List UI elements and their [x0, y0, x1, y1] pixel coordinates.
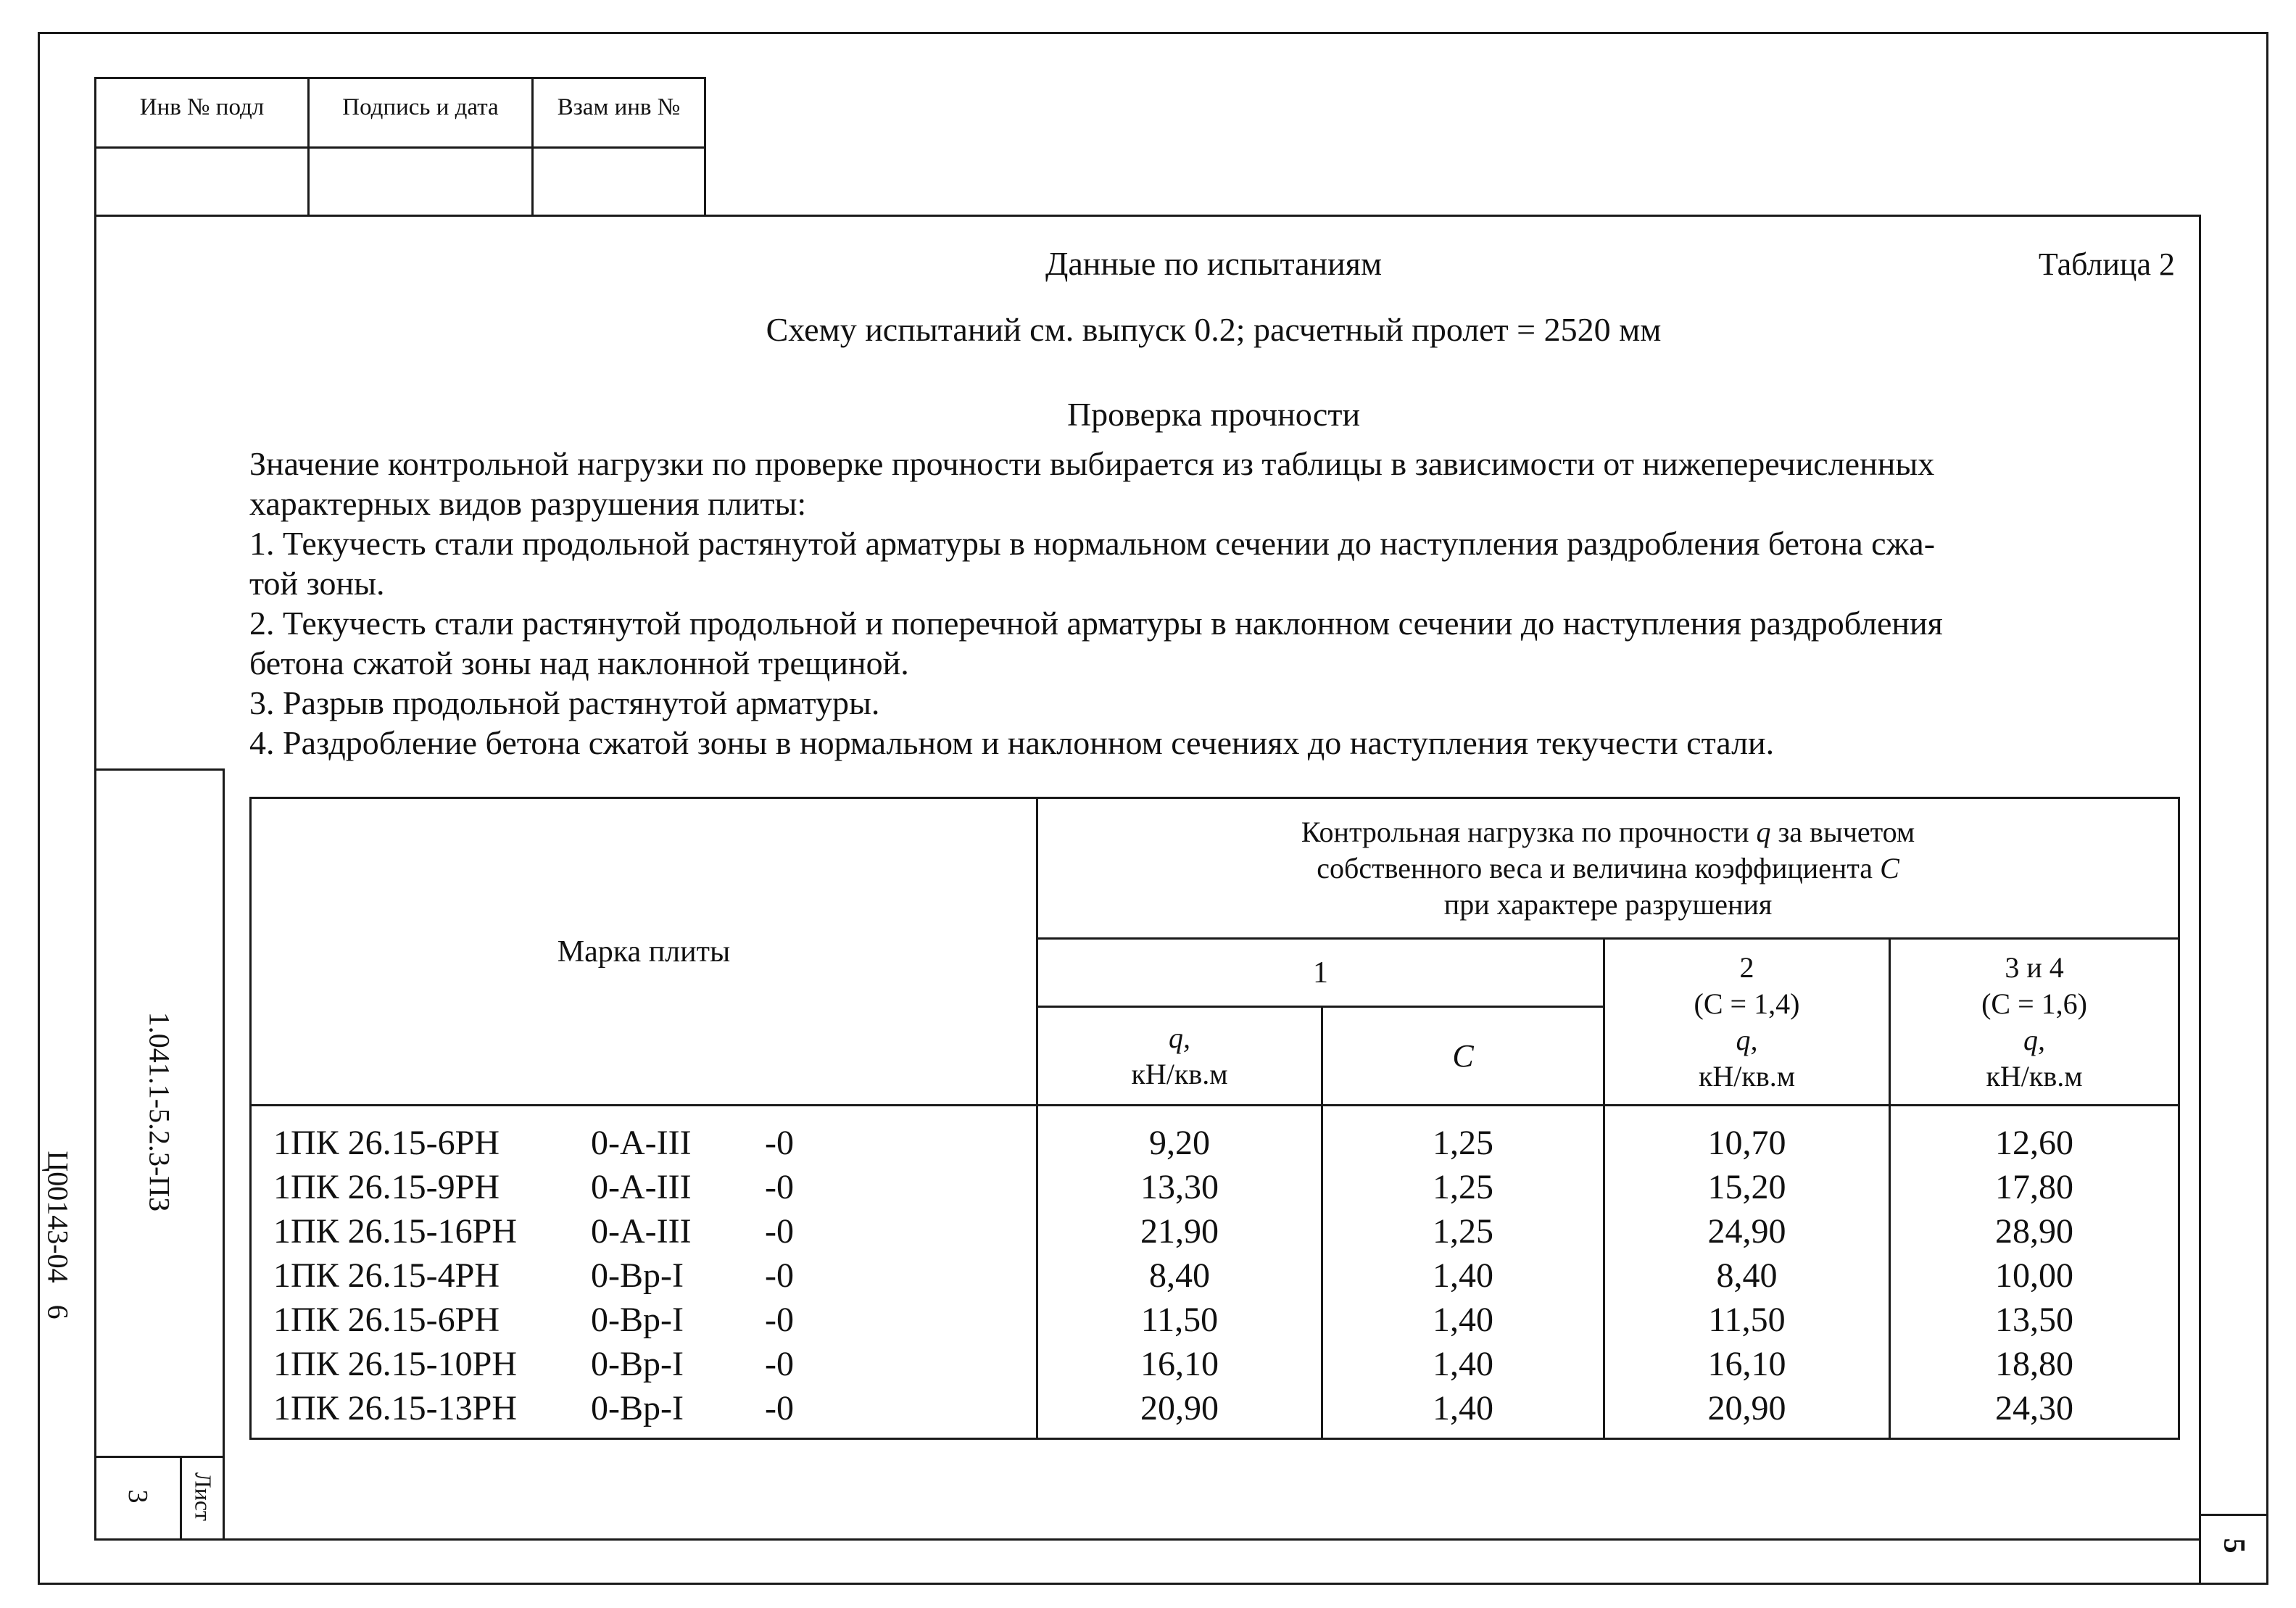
stamp-inv-podl: Инв № подл [139, 94, 265, 120]
inner-frame-bottom [94, 1538, 2201, 1541]
outer-frame-left [38, 32, 40, 1585]
item-3: 3. Разрыв продольной растянутой арматуры. [249, 684, 880, 721]
side-strip-right [223, 768, 225, 1541]
item-4: 4. Раздробление бетона сжатой зоны в нормальном и наклонном сечениях до наступления текучести стали. [249, 724, 1775, 761]
table-cell-c1: 1,25 [1433, 1212, 1493, 1251]
side-strip-list-sep [180, 1456, 182, 1540]
table-label: Таблица 2 [2038, 246, 2175, 282]
table-cell-q1: 8,40 [1149, 1256, 1210, 1295]
item-1-line-b: той зоны. [249, 565, 385, 602]
table-cell-c1: 1,40 [1433, 1301, 1493, 1339]
col-marks [251, 1106, 1037, 1439]
doc-code-vertical: 1.041.1-5.2.3-ПЗ [143, 1011, 176, 1212]
table-cell-q2: 8,40 [1716, 1256, 1778, 1295]
archive-code-vertical [41, 1098, 75, 1373]
table-row-mark: 1ПК 26.15-16РН 0-А-III -0 [273, 1212, 794, 1251]
header-group-2: 2 (С = 1,4) q, кН/кв.м [1604, 939, 1890, 1106]
table-cell-q2: 24,90 [1707, 1212, 1786, 1251]
table-cell-c1: 1,25 [1433, 1168, 1493, 1206]
header-q-symbol: q [1756, 815, 1771, 848]
table-cell-q2: 10,70 [1707, 1124, 1786, 1162]
table-cell-q2: 15,20 [1707, 1168, 1786, 1206]
header-load-line2: собственного веса и величина коэффициента C [1317, 851, 1899, 884]
document-title: Данные по испытаниям [1045, 245, 1383, 282]
table-cell-q34: 17,80 [1995, 1168, 2074, 1206]
outer-frame-bottom [38, 1583, 2268, 1585]
table-cell-q2: 16,10 [1707, 1345, 1786, 1383]
stamp-podpis-data: Подпись и дата [342, 94, 499, 120]
header-load [1037, 798, 2179, 939]
table-cell-q1: 21,90 [1140, 1212, 1219, 1251]
strength-table [249, 797, 2180, 1440]
table-cell-q1: 20,90 [1140, 1389, 1219, 1427]
inner-frame-right [2199, 215, 2201, 1585]
table-cell-q1: 11,50 [1140, 1301, 1219, 1339]
item-2-line-a: 2. Текучесть стали растянутой продольной и поперечной арматуры в наклонном сечении до наступления раздробления [249, 605, 1943, 642]
col-q2 [1604, 1106, 1890, 1439]
table-cell-q2: 20,90 [1707, 1389, 1786, 1427]
archive-num: 6 [41, 1304, 75, 1319]
table-cell-c1: 1,40 [1433, 1345, 1493, 1383]
table-row-mark: 1ПК 26.15-9РН 0-А-III -0 [273, 1168, 794, 1206]
table-row-mark: 1ПК 26.15-10РН 0-Вр-I -0 [273, 1345, 794, 1383]
table-cell-q34: 10,00 [1995, 1256, 2074, 1295]
table-cell-q34: 28,90 [1995, 1212, 2074, 1251]
stamp-right [704, 77, 706, 216]
table-cell-q1: 16,10 [1140, 1345, 1219, 1383]
table-row-mark: 1ПК 26.15-6РН 0-А-III -0 [273, 1124, 794, 1162]
header-load-line3: при характере разрушения [1443, 887, 1773, 921]
table-row-mark: 1ПК 26.15-13РН 0-Вр-I -0 [273, 1389, 794, 1427]
stamp-vzam-inv: Взам инв № [557, 94, 681, 120]
table-row-mark: 1ПК 26.15-6РН 0-Вр-I -0 [273, 1301, 794, 1339]
stamp-top [94, 77, 706, 79]
header-group-1: 1 [1037, 939, 1604, 1007]
list-label-vertical: Лист [190, 1472, 217, 1521]
scheme-note: Схему испытаний см. выпуск 0.2; расчетный пролет = 2520 мм [766, 311, 1662, 348]
header-mark: Марка плиты [251, 798, 1037, 1106]
table-cell-q1: 13,30 [1140, 1168, 1219, 1206]
col-q34 [1890, 1106, 2179, 1439]
table-cell-q34: 12,60 [1995, 1124, 2074, 1162]
page-number: 5 [2217, 1538, 2250, 1554]
table-cell-c1: 1,25 [1433, 1124, 1493, 1162]
outer-frame-top [38, 32, 2268, 34]
table-cell-q34: 13,50 [1995, 1301, 2074, 1339]
header-c1: C [1322, 1007, 1604, 1106]
table-cell-c1: 1,40 [1433, 1256, 1493, 1295]
side-strip-top [94, 768, 225, 771]
intro-line-2: характерных видов разрушения плиты: [249, 485, 807, 522]
outer-frame-right [2266, 32, 2268, 1585]
table-cell-q34: 24,30 [1995, 1389, 2074, 1427]
archive-code: Ц00143-04 [41, 1151, 75, 1283]
item-1-line-a: 1. Текучесть стали продольной растянутой арматуры в нормальном сечении до наступления раздробления бетона сжа- [249, 525, 1936, 562]
table-row-mark: 1ПК 26.15-4РН 0-Вр-I -0 [273, 1256, 794, 1295]
item-2-line-b: бетона сжатой зоны над наклонной трещиной. [249, 645, 909, 681]
header-group-34: 3 и 4 (С = 1,6) q, кН/кв.м [1890, 939, 2179, 1106]
table-cell-q2: 11,50 [1708, 1301, 1786, 1339]
list-number-vertical: 3 [123, 1489, 153, 1504]
table-cell-q1: 9,20 [1149, 1124, 1210, 1162]
inner-frame-left [94, 77, 96, 1540]
intro-line-1: Значение контрольной нагрузки по проверке прочности выбирается из таблицы в зависимости от нижеперечисленных [249, 445, 1935, 482]
inner-frame-top [94, 215, 2201, 217]
header-c-symbol: C [1880, 851, 1899, 884]
col-q1 [1037, 1106, 1322, 1439]
section-title: Проверка прочности [1066, 396, 1361, 433]
header-q1: q, кН/кв.м [1037, 1007, 1322, 1106]
paragraph [249, 444, 2178, 763]
table-cell-q34: 18,80 [1995, 1345, 2074, 1383]
stamp-mid [94, 146, 706, 149]
header-load-line1: Контрольная нагрузка по прочности q за вычетом [1301, 815, 1915, 848]
col-c1 [1322, 1106, 1604, 1439]
table-cell-c1: 1,40 [1433, 1389, 1493, 1427]
